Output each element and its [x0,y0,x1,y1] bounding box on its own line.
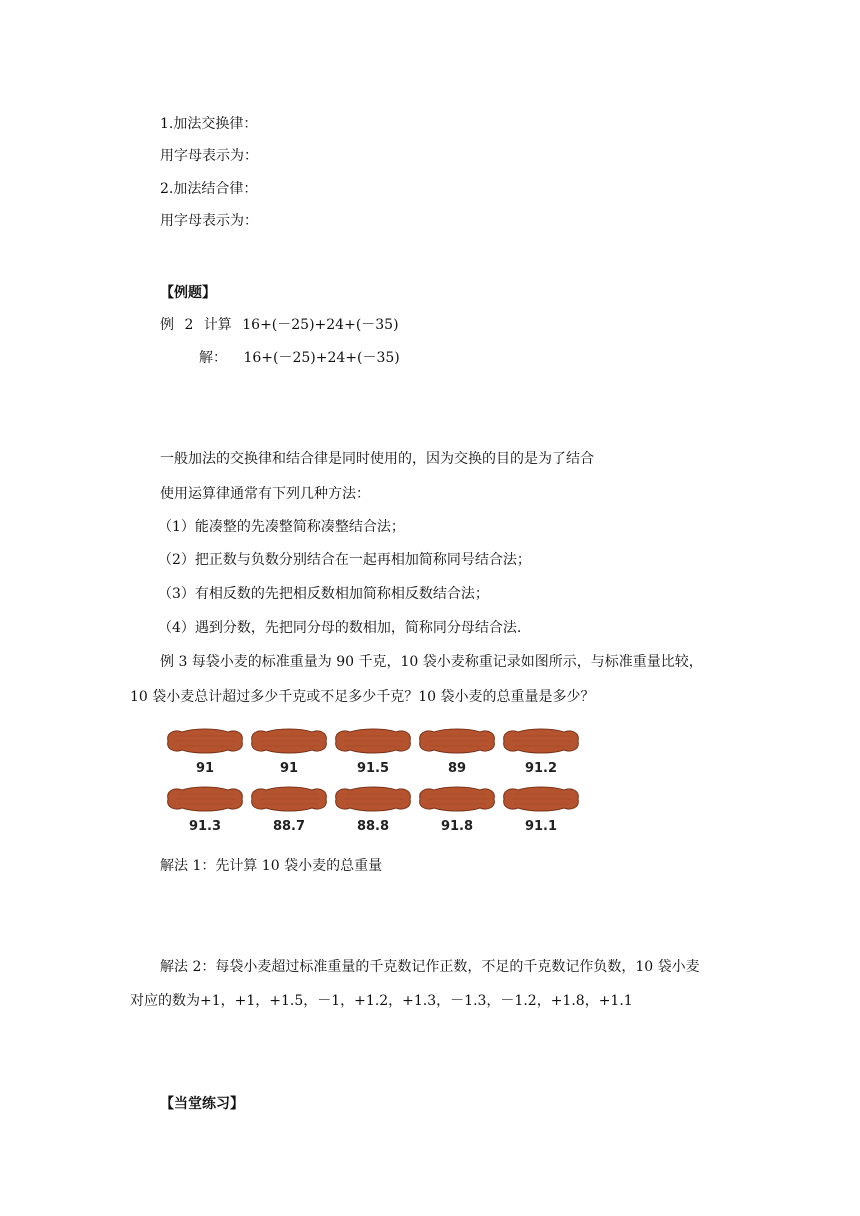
wheat-bag [500,785,582,834]
notes-intro: 一般加法的交换律和结合律是同时使用的，因为交换的目的是为了结合 [160,451,594,467]
example3-line1: 例 3 每袋小麦的标准重量为 90 千克，10 袋小麦称重记录如图所示，与标准重量比较， [160,654,703,670]
example3-line2: 10 袋小麦总计超过多少千克或不足多少千克？10 袋小麦的总重量是多少？ [130,689,595,705]
method-item: （2）把正数与负数分别结合在一起再相加简称同号结合法； [158,552,531,568]
wheat-bag [248,727,330,776]
bag-weight-label: 91.5 [356,761,390,776]
bag-weight-label: 88.8 [356,819,390,834]
wheat-bag [248,785,330,834]
wheat-bag [416,727,498,776]
examples-heading: 【例题】 [160,285,216,301]
bag-weight-label: 91.1 [524,819,558,834]
law-commutative-letters: 用字母表示为： [160,148,258,164]
bag-weight-label: 91.2 [524,761,558,776]
bag-weight-label: 91 [279,761,299,776]
method-item: （3）有相反数的先把相反数相加简称相反数结合法； [158,586,489,602]
bag-weight-label: 91.3 [188,819,222,834]
wheat-bag-icon [332,785,414,813]
law-associative: 2.加法结合律： [160,181,258,197]
law-commutative: 1.加法交换律： [160,116,258,132]
method1-text: 解法 1：先计算 10 袋小麦的总重量 [160,858,383,874]
wheat-bag-icon [164,785,246,813]
wheat-bag-icon [416,727,498,755]
method-item: （1）能凑整的先凑整简称凑整结合法； [158,519,405,535]
wheat-bag-icon [164,727,246,755]
bag-weight-label: 88.7 [272,819,306,834]
wheat-bag-icon [500,785,582,813]
bag-weight-label: 91 [195,761,215,776]
wheat-bag [332,727,414,776]
wheat-bag-icon [332,727,414,755]
wheat-bag [164,785,246,834]
bag-weight-label: 89 [447,761,467,776]
wheat-bag-icon [248,727,330,755]
wheat-bag-icon [416,785,498,813]
wheat-bag-icon [248,785,330,813]
method-item: （4）遇到分数，先把同分母的数相加，简称同分母结合法. [158,620,522,636]
example2-solution: 解： 16+(－25)+24+(－35) [199,350,400,366]
method2-line2: 对应的数为+1，+1，+1.5，－1，+1.2，+1.3，－1.3，－1.2，+1.8，+1.1 [130,993,633,1009]
wheat-bag-icon [500,727,582,755]
wheat-bag [416,785,498,834]
law-associative-letters: 用字母表示为： [160,213,258,229]
method2-line1: 解法 2：每袋小麦超过标准重量的千克数记作正数，不足的千克数记作负数，10 袋小麦 [160,959,700,975]
wheat-bag [164,727,246,776]
practice-heading: 【当堂练习】 [160,1096,244,1112]
bag-weight-label: 91.8 [440,819,474,834]
wheat-bags-row-1 [164,727,582,776]
wheat-bag [332,785,414,834]
wheat-bags-row-2 [164,785,582,834]
wheat-bag [500,727,582,776]
example2-question: 例 2 计算 16+(－25)+24+(－35) [160,317,399,333]
methods-title: 使用运算律通常有下列几种方法： [160,486,370,502]
